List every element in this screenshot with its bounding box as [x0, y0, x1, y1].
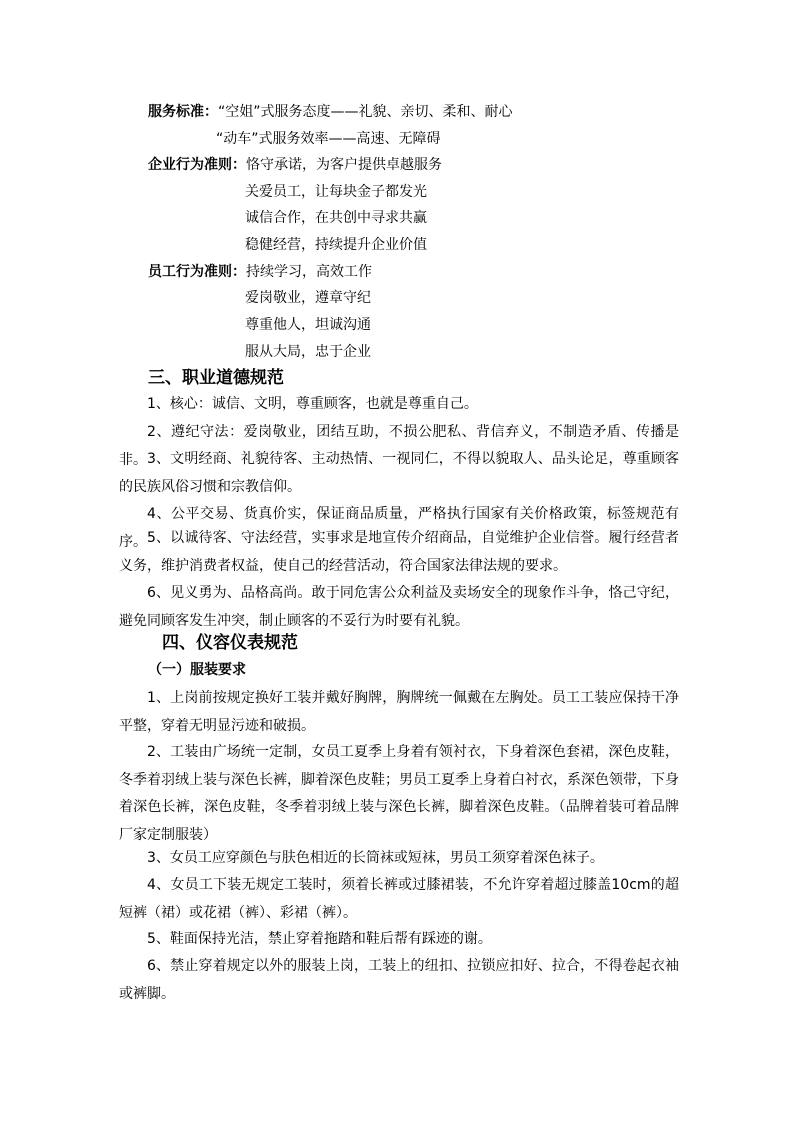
section-3-item-6: 6、见义勇为、品格高尚。敢于同危害公众利益及卖场安全的现象作斗争，恪己守纪，避免同顾客发生冲突，制止顾客的不妥行为时要有礼貌。: [119, 585, 679, 629]
section-4-item-4: 4、女员工下装无规定工装时，须着长裤或过膝裙装，不允许穿着超过膝盖10cm的超短裤（裙）或花裙（裤）、彩裙（裤）。: [119, 877, 679, 921]
section-4-item-5: 5、鞋面保持光洁，禁止穿着拖踏和鞋后帮有踩迹的谢。: [147, 931, 492, 947]
section-3-item-2: 2、遵纪守法：爱岗敬业，团结互助，不损公肥私、背信弃义，不制造矛盾、传播是非。: [119, 424, 679, 468]
staff-conduct-line-1: [148, 263, 372, 281]
section-4-item-3: 3、女员工应穿颜色与肤色相近的长筒袜或短袜，男员工须穿着深色袜子。: [147, 850, 604, 866]
section-3-item-1: 1、核心：诚信、文明，尊重顾客，也就是尊重自己。: [147, 396, 478, 412]
corp-conduct-line-1: [148, 156, 442, 174]
staff-conduct-label: 员工行为准则：: [148, 264, 246, 280]
section-4-item-6: 6、禁止穿着规定以外的服装上岗，工装上的纽扣、拉锁应扣好、拉合，不得卷起衣袖或裤脚。: [119, 958, 679, 1002]
service-standard-text-1: “空姐”式服务态度——礼貌、亲切、柔和、耐心: [218, 104, 513, 120]
section-3-item-3: 3、文明经商、礼貌待客、主动热情、一视同仁，不得以貌取人、品头论足，尊重顾客的民族风俗习惯和宗教信仰。: [119, 451, 679, 495]
staff-conduct-text-3: 尊重他人，坦诚沟通: [245, 317, 371, 333]
section-3-item-5: 5、以诚待客、守法经营，实事求是地宣传介绍商品，自觉维护企业信誉。履行经营者义务，维护消费者权益，使自己的经营活动，符合国家法律法规的要求。: [119, 530, 679, 574]
section-4-item-2: 2、工装由广场统一定制，女员工夏季上身着有领衬衣，下身着深色套裙，深色皮鞋，冬季着羽绒上装与深色长裤，脚着深色皮鞋；男员工夏季上身着白衬衣，系深色领带，下身着深色长裤，深色皮鞋，冬季着羽绒上装与深色长裤，脚着深色皮鞋。（品牌着装可着品牌厂家定制服装）: [119, 744, 679, 843]
staff-conduct-text-4: 服从大局，忠于企业: [245, 344, 371, 360]
section-4-subtitle: （一）服装要求: [148, 662, 246, 678]
corp-conduct-text-1: 恪守承诺，为客户提供卓越服务: [246, 157, 442, 173]
section-4-title: 四、仪容仪表规范: [162, 633, 298, 653]
corp-conduct-text-4: 稳健经营，持续提升企业价值: [245, 237, 427, 253]
corp-conduct-label: 企业行为准则：: [148, 157, 246, 173]
section-3-item-4: 4、公平交易、货真价实，保证商品质量，严格执行国家有关价格政策，标签规范有序。: [119, 506, 679, 550]
staff-conduct-text-2: 爱岗敬业，遵章守纪: [245, 290, 371, 306]
corp-conduct-text-2: 关爱员工，让每块金子都发光: [245, 184, 427, 200]
service-standard-line-1: [148, 103, 513, 121]
service-standard-label: 服务标准：: [148, 104, 218, 120]
section-4-item-1: 1、上岗前按规定换好工装并戴好胸牌，胸牌统一佩戴在左胸处。员工工装应保持干净平整，穿着无明显污迹和破损。: [119, 690, 679, 734]
section-3-title: 三、职业道德规范: [148, 368, 284, 388]
staff-conduct-text-1: 持续学习，高效工作: [246, 264, 372, 280]
corp-conduct-text-3: 诚信合作，在共创中寻求共赢: [245, 210, 427, 226]
service-standard-text-2: “动车”式服务效率——高速、无障碍: [216, 131, 441, 147]
